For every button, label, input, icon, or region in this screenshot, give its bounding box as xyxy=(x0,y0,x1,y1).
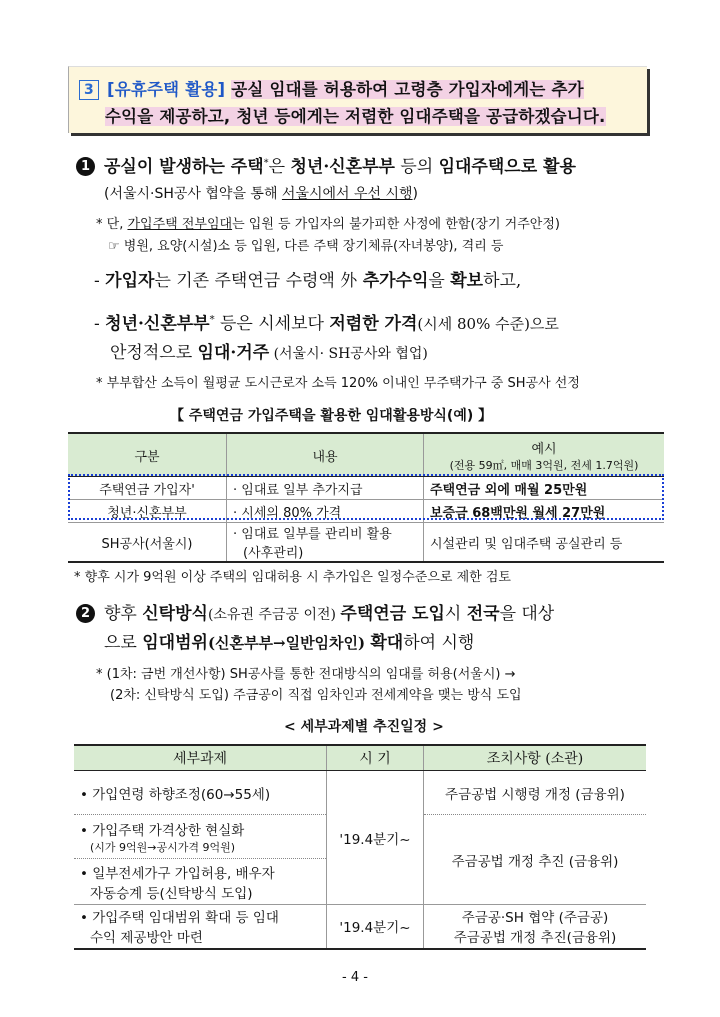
s1-d1-d: 추가수익 xyxy=(362,271,429,291)
section-header-box xyxy=(68,66,647,133)
table1-head-example-title: 예시 xyxy=(531,441,557,457)
s2-l2-b: 임대범위 xyxy=(142,633,208,653)
s1-sub-b: 서울시에서 우선 시행 xyxy=(281,186,413,202)
page-number: - 4 - xyxy=(342,970,368,985)
s1-d1-g: 하고, xyxy=(483,271,522,291)
s1-sub-c: ) xyxy=(412,186,419,202)
header-line1-text: 공실 임대를 허용하여 고령층 가입자에게는 추가 xyxy=(231,80,584,99)
table2-r23-action: 주금공법 개정 추진 (금융위) xyxy=(424,815,647,905)
table2-header-row xyxy=(74,745,646,771)
table2-r3-task-line1: • 일부전세가구 가입허용, 배우자 xyxy=(80,865,275,882)
table1-r3-c2-line1: · 임대료 일부를 관리비 활용 xyxy=(233,527,392,542)
s2-l1-c: (소유권 주금공 이전) xyxy=(207,607,341,623)
table2 xyxy=(74,744,646,950)
s2-l1-b: 신탁방식 xyxy=(142,604,208,624)
section1-dash3 xyxy=(110,338,428,363)
s1-d2-e: (시세 80% 수준)으로 xyxy=(417,315,559,333)
s1-title-c: 청년·신혼부부 xyxy=(290,157,395,177)
table-row xyxy=(74,905,646,949)
section1-title xyxy=(76,152,576,177)
s1-title-sup: * xyxy=(263,157,269,169)
table2-r2-task xyxy=(74,815,327,859)
header-line2-text: 수익을 제공하고, 청년 등에게는 저렴한 임대주택을 공급하겠습니다. xyxy=(105,107,606,126)
s1-d3-a: 안정적으로 xyxy=(110,343,198,363)
s1-sub-a: (서울시·SH공사 협약을 통해 xyxy=(104,186,282,202)
table2-r4-task-line1: • 가입주택 임대범위 확대 등 임대 xyxy=(80,910,279,927)
s1-d2-d: 저렴한 가격 xyxy=(329,314,418,334)
table1-r3-c2 xyxy=(227,523,424,563)
table1-head-example-sub: (전용 59㎡, 매매 3억원, 전세 1.7억원) xyxy=(449,458,639,472)
section2-line2 xyxy=(104,628,474,653)
s1-note1-c: 는 입원 등 가입자의 불가피한 사정에 한함(장기 거주안정) xyxy=(232,217,560,232)
table1-highlight-box xyxy=(68,474,664,520)
section1-subtitle xyxy=(104,183,418,203)
table2-r4-action-line2: 주금공법 개정 추진(금융위) xyxy=(453,930,617,947)
header-line-2 xyxy=(105,103,606,127)
section1-marker: 1 xyxy=(76,157,95,176)
table2-r123-period: '19.4분기~ xyxy=(327,771,424,905)
s1-d1-a: - xyxy=(94,271,106,291)
s2-l2-e: 하여 시행 xyxy=(403,633,475,653)
s1-d2-a: - xyxy=(94,314,106,334)
table1-r2-c1: 청년·신혼부부 xyxy=(68,500,227,523)
s2-l1-a: 향후 xyxy=(104,604,143,624)
s2-l2-a: 으로 xyxy=(104,633,143,653)
s1-title-e: 임대주택으로 활용 xyxy=(438,157,576,177)
s2-l2-c: (신혼부부→일반임차인) xyxy=(207,634,371,652)
s1-title-d: 등의 xyxy=(394,157,439,177)
section-tag: [유휴주택 활용] xyxy=(107,80,226,99)
section1-note3: * 부부합산 소득이 월평균 도시근로자 소득 120% 이내인 무주택가구 중 SH공사 선정 xyxy=(96,376,580,391)
s1-note1-a: * 단, xyxy=(96,217,128,232)
table2-r2-task-line1: • 가입주택 가격상한 현실화 xyxy=(80,822,245,839)
table1-footnote: * 향후 시가 9억원 이상 주택의 임대허용 시 추가입은 일정수준으로 제한 검토 xyxy=(74,570,511,585)
s2-l1-e: 시 xyxy=(444,604,467,624)
s1-d2-b: 청년·신혼부부 xyxy=(105,314,210,334)
s2-l1-d: 주택연금 도입 xyxy=(340,604,445,624)
table2-r2-task-line2: (시가 9억원→공시가격 9억원) xyxy=(90,840,236,854)
section2-marker: 2 xyxy=(76,604,95,623)
table2-r1-task: • 가입연령 하향조정(60→55세) xyxy=(74,771,327,815)
table2-r4-period: '19.4분기~ xyxy=(327,905,424,949)
s2-l1-f: 전국 xyxy=(466,604,500,624)
table2-r1-action: 주금공법 시행령 개정 (금융위) xyxy=(424,771,647,815)
table1-r2-c2: · 시세의 80% 가격 xyxy=(227,500,424,523)
table1-header-row xyxy=(68,433,664,477)
table1-r3-c1: SH공사(서울시) xyxy=(68,523,227,563)
table2-head-action: 조치사항 (소관) xyxy=(424,745,647,771)
section1-dash2 xyxy=(94,309,559,334)
table2-r4-action xyxy=(424,905,647,949)
s1-title-b: 은 xyxy=(268,157,291,177)
s1-d1-f: 확보 xyxy=(450,271,484,291)
table2-caption: < 세부과제별 추진일정 > xyxy=(284,719,444,735)
s2-l2-d: 확대 xyxy=(370,633,404,653)
table2-r4-action-line1: 주금공·SH 협약 (주금공) xyxy=(461,910,609,927)
table1-r1-c1: 주택연금 가입자' xyxy=(68,477,227,500)
s1-d1-b: 가입자 xyxy=(105,271,155,291)
table1-head-content: 내용 xyxy=(227,433,424,477)
table-row xyxy=(68,523,664,563)
s1-d1-e: 을 xyxy=(428,271,451,291)
table2-r4-task-line2: 수익 제공방안 마련 xyxy=(90,930,203,947)
table1-head-category: 구분 xyxy=(68,433,227,477)
table1-r1-c3: 주택연금 외에 매월 25만원 xyxy=(424,477,665,500)
table2-r3-task xyxy=(74,859,327,905)
section1-note2: ☞ 병원, 요양(시설)소 등 입원, 다른 주택 장기체류(자녀봉양), 격리 등 xyxy=(108,239,504,254)
table1-r2-c3: 보증금 68백만원 월세 27만원 xyxy=(424,500,665,523)
section2-note2: (2차: 신탁방식 도입) 주금공이 직접 임차인과 전세계약을 맺는 방식 도입 xyxy=(110,688,522,703)
table2-r3-task-line2: 자동승계 등(신탁방식 도입) xyxy=(90,885,253,902)
section1-note1 xyxy=(96,213,560,232)
s1-title-a: 공실이 발생하는 주택 xyxy=(104,157,264,177)
table2-head-task: 세부과제 xyxy=(74,745,327,771)
table1-r1-c2: · 임대료 일부 추가지급 xyxy=(227,477,424,500)
s1-d2-c: 등은 시세보다 xyxy=(214,314,330,334)
s1-note1-b: 가입주택 전부임대 xyxy=(127,217,233,232)
section2-line1 xyxy=(76,599,554,624)
table1-r3-c3: 시설관리 및 임대주택 공실관리 등 xyxy=(424,523,665,563)
table1-head-example xyxy=(424,433,665,477)
table-row xyxy=(74,771,646,815)
table1-r3-c2-line2: (사후관리) xyxy=(243,546,304,561)
s2-l1-g: 을 대상 xyxy=(499,604,555,624)
s1-d3-b: 임대·거주 xyxy=(197,343,270,363)
section2-note1: * (1차: 금번 개선사항) SH공사를 통한 전대방식의 임대를 허용(서울시) → xyxy=(96,667,516,682)
s1-d3-c: (서울시· SH공사와 협업) xyxy=(269,346,428,362)
section1-dash1 xyxy=(94,266,521,291)
table1-caption: 【 주택연금 가입주택을 활용한 임대활용방식(예) 】 xyxy=(170,408,493,424)
table2-head-period: 시 기 xyxy=(327,745,424,771)
s1-d2-sup: * xyxy=(209,314,215,326)
header-line-1 xyxy=(79,76,584,100)
table2-r4-task xyxy=(74,905,327,949)
s1-d1-c: 는 기존 주택연금 수령액 外 xyxy=(154,271,363,291)
section-number: 3 xyxy=(79,80,99,100)
